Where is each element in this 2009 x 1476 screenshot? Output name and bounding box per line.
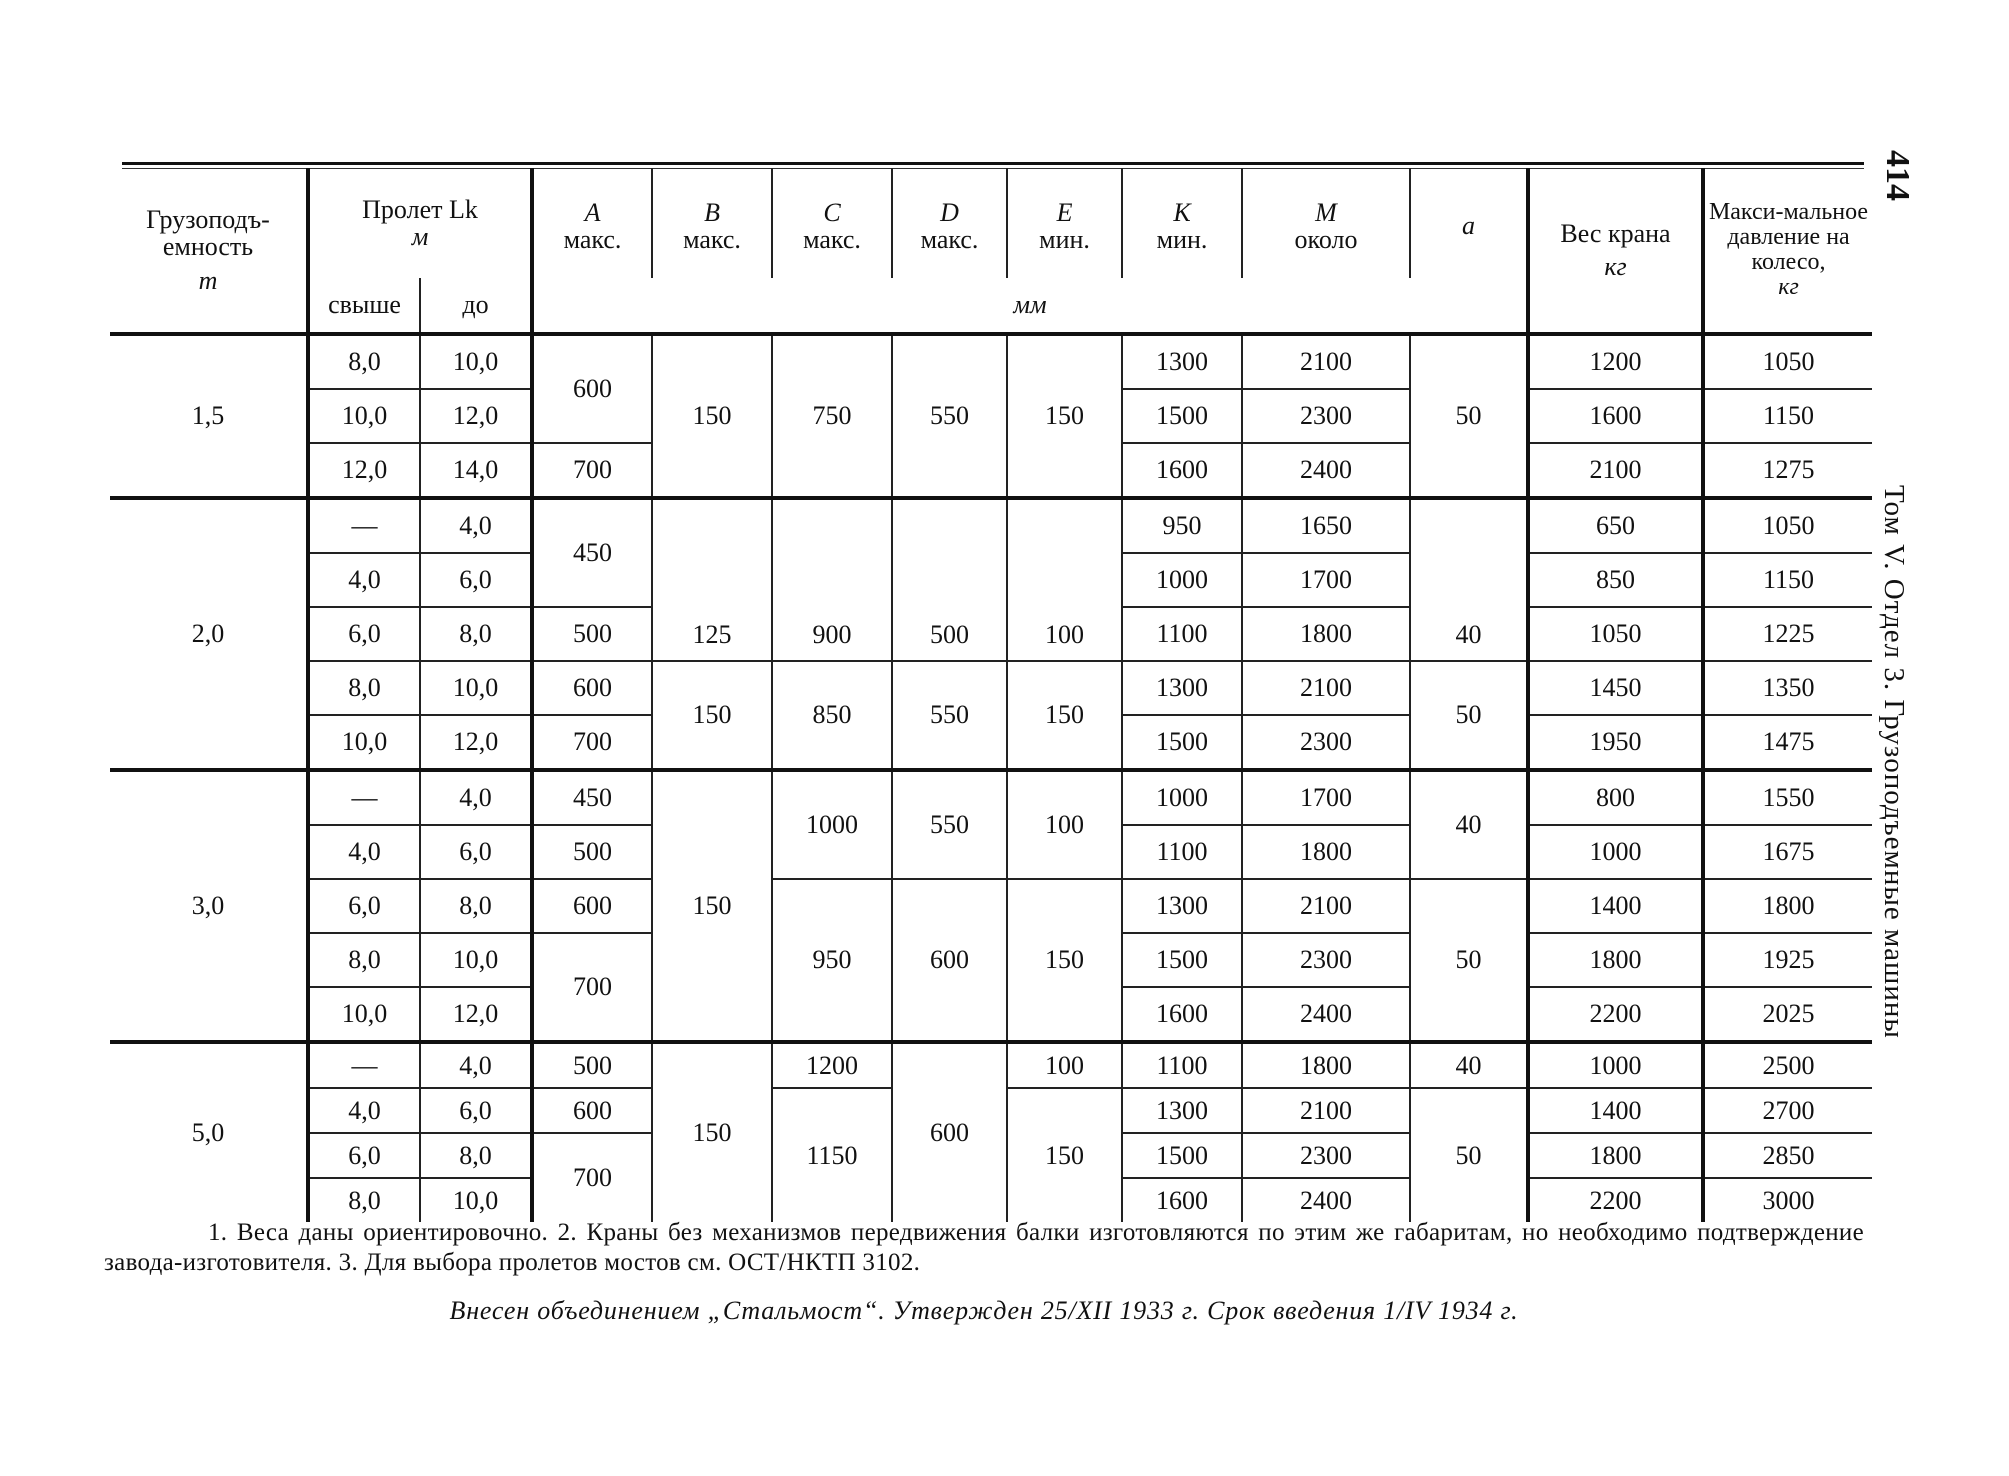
A-cell: 700 [532,443,652,498]
weight-cell: 1450 [1528,661,1703,715]
span-from-cell: 4,0 [308,825,420,879]
span-to-cell: 8,0 [420,1133,532,1178]
span-from-cell: 6,0 [308,607,420,661]
header-pressure: Макси-мальное давление на колесо, кг [1708,198,1869,301]
weight-cell: 1600 [1528,389,1703,443]
M-cell: 1700 [1242,770,1410,825]
a-cell: 40 [1410,770,1528,879]
M-cell: 2100 [1242,661,1410,715]
header-span: Пролет Lk м [308,168,532,278]
span-to-cell: 6,0 [420,553,532,607]
span-from-cell: 10,0 [308,715,420,770]
span-from-cell: — [308,498,420,553]
table-row [110,498,1872,553]
span-to-cell: 4,0 [420,770,532,825]
weight-cell: 1200 [1528,334,1703,389]
weight-cell: 1050 [1528,607,1703,661]
crane-dimensions-table [110,168,1872,1222]
pressure-cell: 1350 [1703,661,1872,715]
header-D: D макс. [892,168,1007,278]
span-to-cell: 12,0 [420,389,532,443]
weight-cell: 850 [1528,553,1703,607]
M-cell: 2400 [1242,1178,1410,1222]
a-cell: 40 [1410,498,1528,661]
header-M: M около [1242,168,1410,278]
K-cell: 1600 [1122,987,1242,1042]
A-cell: 700 [532,933,652,1042]
M-cell: 2100 [1242,334,1410,389]
C-cell: 1000 [772,770,892,879]
span-to-cell: 4,0 [420,498,532,553]
E-cell: 100 [1007,498,1122,661]
A-cell: 500 [532,825,652,879]
C-cell: 900 [772,498,892,661]
A-cell: 500 [532,1042,652,1088]
K-cell: 1500 [1122,715,1242,770]
pressure-cell: 2025 [1762,999,1815,1029]
pressure-cell: 1475 [1762,727,1815,757]
A-cell: 600 [532,879,652,933]
table-row [110,879,1872,933]
span-to-cell: 8,0 [420,607,532,661]
header-E: E мин. [1007,168,1122,278]
span-to-cell: 8,0 [420,879,532,933]
span-from-cell: 8,0 [308,933,420,987]
a-cell: 50 [1410,334,1528,498]
span-from-cell: — [308,1042,420,1088]
a-cell: 50 [1410,879,1528,1042]
span-from-cell: 12,0 [308,443,420,498]
weight-cell: 1800 [1528,933,1703,987]
pressure-cell: 1675 [1703,825,1872,879]
D-cell: 600 [892,1042,1007,1222]
approval-line: Внесен объединением „Стальмост“. Утвержден 25/XII 1933 г. Срок введения 1/IV 1934 г. [449,1296,1519,1325]
A-cell: 700 [532,715,652,770]
A-cell: 600 [532,1088,652,1133]
B-cell: 150 [652,661,772,770]
table-row [110,770,1872,825]
weight-cell: 2100 [1528,443,1703,498]
C-cell: 1150 [772,1088,892,1222]
pressure-cell: 1925 [1703,933,1872,987]
weight-cell: 1000 [1528,1042,1703,1088]
M-cell: 2300 [1242,933,1410,987]
footnotes-text: 1. Веса даны ориентировочно. 2. Краны без механизмов передвижения балки изготовляются по этим же габаритам, но необходимо подтверждение завода-изготовителя. 3. Для выбора пролетов мостов см. ОСТ/НКТП 3102. [104,1219,1864,1276]
header-capacity: Грузоподъ-емность т [110,168,308,334]
K-cell: 1300 [1122,661,1242,715]
K-cell: 1100 [1122,825,1242,879]
E-cell: 150 [1007,661,1122,770]
header-mm-unit: мм [532,278,1528,334]
header-K: K мин. [1122,168,1242,278]
M-cell: 2400 [1242,443,1410,498]
span-to-cell: 6,0 [420,825,532,879]
header-A: A макс. [532,168,652,278]
E-cell: 150 [1007,334,1122,498]
K-cell: 1300 [1122,334,1242,389]
weight-cell: 1000 [1528,825,1703,879]
D-cell: 500 [892,498,1007,661]
a-cell: 50 [1410,661,1528,770]
E-cell: 150 [1007,879,1122,1042]
K-cell: 1300 [1122,879,1242,933]
page-number: 414 [1879,150,1916,201]
header-a: a [1410,168,1528,278]
span-from-cell: — [308,770,420,825]
weight-cell: 1800 [1528,1133,1703,1178]
K-cell: 1000 [1122,770,1242,825]
footnotes [104,1218,1864,1278]
span-to-cell: 10,0 [420,1178,532,1222]
span-from-cell: 8,0 [308,1178,420,1222]
weight-cell: 650 [1528,498,1703,553]
K-cell: 1100 [1122,607,1242,661]
span-from-cell: 10,0 [308,987,420,1042]
E-cell: 100 [1007,770,1122,879]
K-cell: 1600 [1122,1178,1242,1222]
pressure-cell: 1550 [1703,770,1872,825]
capacity-cell: 2,0 [110,498,308,770]
M-cell: 1800 [1242,825,1410,879]
span-to-cell: 10,0 [420,334,532,389]
K-cell: 1500 [1122,1133,1242,1178]
K-cell: 1500 [1122,933,1242,987]
span-to-cell: 10,0 [420,933,532,987]
weight-cell: 1400 [1528,1088,1703,1133]
A-cell: 450 [532,770,652,825]
A-cell: 500 [532,607,652,661]
M-cell: 2300 [1242,715,1410,770]
M-cell: 1650 [1242,498,1410,553]
K-cell: 1500 [1122,389,1242,443]
weight-cell: 800 [1528,770,1703,825]
span-from-cell: 6,0 [308,879,420,933]
capacity-cell: 3,0 [110,770,308,1042]
pressure-cell: 1150 [1703,389,1872,443]
weight-cell: 1950 [1528,715,1703,770]
weight-cell: 2200 [1528,987,1703,1042]
pressure-cell: 1150 [1703,553,1872,607]
table-row [110,334,1872,389]
K-cell: 1300 [1122,1088,1242,1133]
A-cell: 600 [532,661,652,715]
D-cell: 550 [892,661,1007,770]
E-cell: 100 [1007,1042,1122,1088]
pressure-cell: 1050 [1703,334,1872,389]
M-cell: 1700 [1242,553,1410,607]
D-cell: 600 [892,879,1007,1042]
M-cell: 2300 [1242,1133,1410,1178]
span-to-cell: 12,0 [420,715,532,770]
pressure-cell: 2700 [1703,1088,1872,1133]
weight-cell: 2200 [1528,1178,1703,1222]
K-cell: 1000 [1122,553,1242,607]
M-cell: 2100 [1242,1088,1410,1133]
C-cell: 1200 [772,1042,892,1088]
span-from-cell: 4,0 [308,553,420,607]
pressure-cell: 1225 [1703,607,1872,661]
capacity-cell: 1,5 [110,334,308,498]
pressure-cell: 2850 [1703,1133,1872,1178]
M-cell: 2400 [1242,987,1410,1042]
header-C: C макс. [772,168,892,278]
span-to-cell: 4,0 [420,1042,532,1088]
B-cell: 150 [652,334,772,498]
C-cell: 950 [772,879,892,1042]
B-cell: 150 [652,770,772,1042]
a-cell: 40 [1410,1042,1528,1088]
A-cell: 600 [532,334,652,443]
A-cell: 450 [532,498,652,607]
capacity-cell: 5,0 [110,1042,308,1222]
span-from-cell: 10,0 [308,389,420,443]
top-rule [122,162,1864,165]
span-to-cell: 10,0 [420,661,532,715]
M-cell: 1800 [1242,1042,1410,1088]
K-cell: 1100 [1122,1042,1242,1088]
D-cell: 550 [892,334,1007,498]
span-from-cell: 8,0 [308,661,420,715]
B-cell: 125 [652,498,772,661]
span-to-cell: 14,0 [420,443,532,498]
pressure-cell: 2500 [1703,1042,1872,1088]
pressure-cell: 1800 [1703,879,1872,933]
span-from-cell: 4,0 [308,1088,420,1133]
span-from-cell: 6,0 [308,1133,420,1178]
a-cell: 50 [1410,1088,1528,1222]
C-cell: 850 [772,661,892,770]
running-head: Том V. Отдел 3. Грузоподъемные машины [1878,485,1910,1039]
C-cell: 750 [772,334,892,498]
pressure-cell: 3000 [1762,1185,1815,1215]
span-from-cell: 8,0 [308,334,420,389]
table-row [110,661,1872,715]
weight-cell: 1400 [1528,879,1703,933]
pressure-cell: 1050 [1703,498,1872,553]
header-span-to: до [420,278,532,334]
header-span-from: свыше [308,278,420,334]
K-cell: 1600 [1122,443,1242,498]
header-weight: Вес крана кг [1528,168,1703,334]
E-cell: 150 [1007,1088,1122,1222]
D-cell: 550 [892,770,1007,879]
span-to-cell: 6,0 [420,1088,532,1133]
M-cell: 2300 [1242,389,1410,443]
B-cell: 150 [652,1042,772,1222]
table-row [110,1042,1872,1088]
K-cell: 950 [1122,498,1242,553]
M-cell: 2100 [1242,879,1410,933]
A-cell: 700 [532,1133,652,1222]
pressure-cell: 1275 [1762,455,1815,485]
header-B: B макс. [652,168,772,278]
M-cell: 1800 [1242,607,1410,661]
span-to-cell: 12,0 [420,987,532,1042]
